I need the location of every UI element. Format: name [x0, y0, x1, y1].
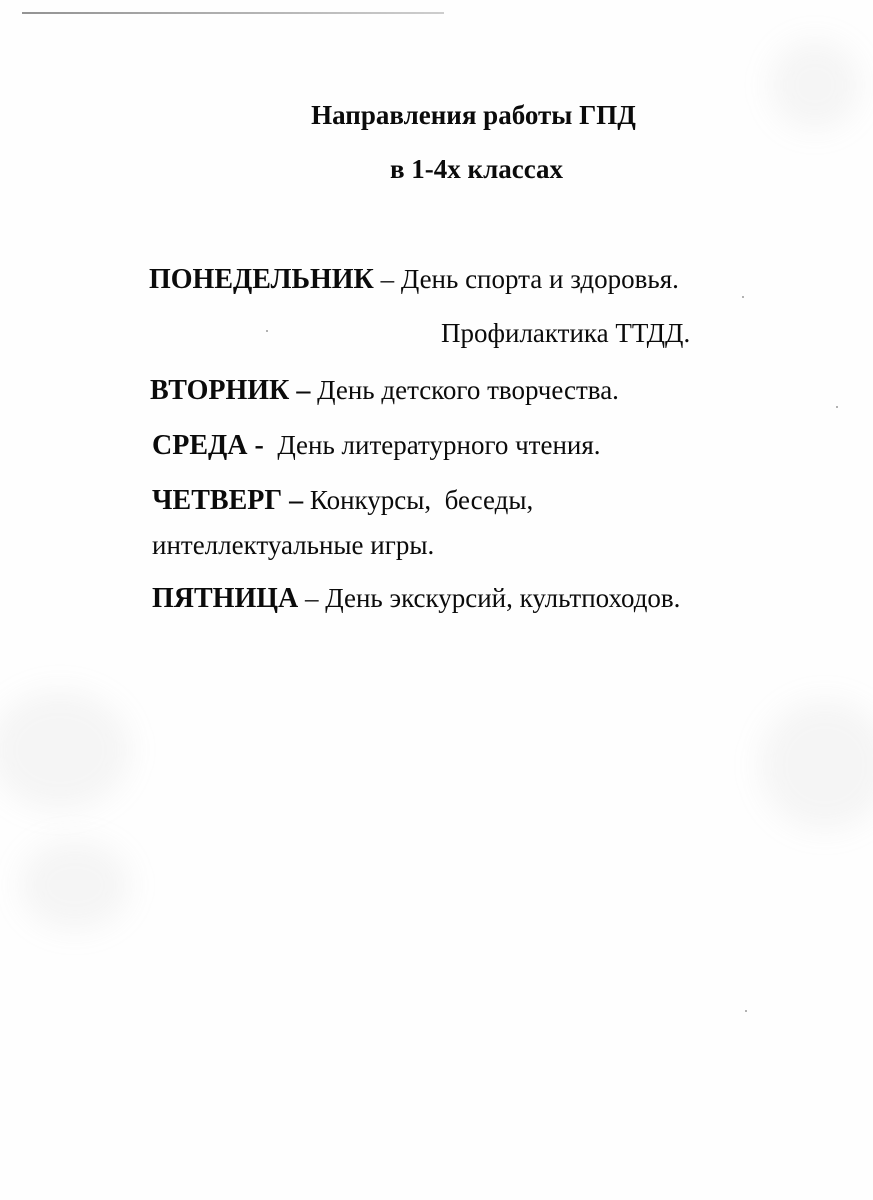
scan-edge-line: [22, 12, 444, 14]
schedule-row-wednesday: [152, 429, 601, 462]
day-label-friday: ПЯТНИЦА: [152, 583, 299, 614]
day-label-wednesday: СРЕДА -: [152, 430, 264, 461]
scan-speck: [742, 296, 744, 298]
description-tuesday: День детского творчества.: [317, 375, 619, 405]
scan-shadow: [760, 700, 873, 830]
separator-thursday: [303, 485, 310, 515]
day-label-tuesday: ВТОРНИК –: [150, 375, 311, 406]
scan-shadow: [20, 840, 130, 930]
document-subtitle: в 1-4х классах: [389, 154, 564, 184]
description-monday: День спорта и здоровья.: [400, 264, 679, 294]
separator-monday: –: [373, 264, 401, 294]
day-label-thursday: ЧЕТВЕРГ –: [152, 485, 304, 516]
scan-speck: [745, 1010, 747, 1012]
schedule-row-tuesday: [150, 374, 619, 407]
schedule-row-monday-continuation: Профилактика ТТДД.: [441, 318, 691, 348]
schedule-row-friday: [152, 582, 680, 615]
separator-wednesday: [264, 430, 278, 460]
day-label-monday: ПОНЕДЕЛЬНИК: [149, 264, 374, 295]
description-thursday: Конкурсы, беседы,: [309, 485, 534, 515]
scan-shadow: [0, 690, 130, 810]
schedule-row-monday: [149, 263, 679, 296]
scan-speck: [836, 406, 838, 408]
document-title: Направления работы ГПД: [311, 100, 636, 130]
schedule-row-thursday-continuation: интеллектуальные игры.: [152, 530, 435, 560]
scan-speck: [266, 330, 268, 332]
separator-friday: –: [298, 583, 326, 613]
description-wednesday: День литературного чтения.: [277, 430, 601, 460]
description-friday: День экскурсий, культпоходов.: [325, 583, 681, 613]
schedule-row-thursday: [152, 484, 533, 517]
